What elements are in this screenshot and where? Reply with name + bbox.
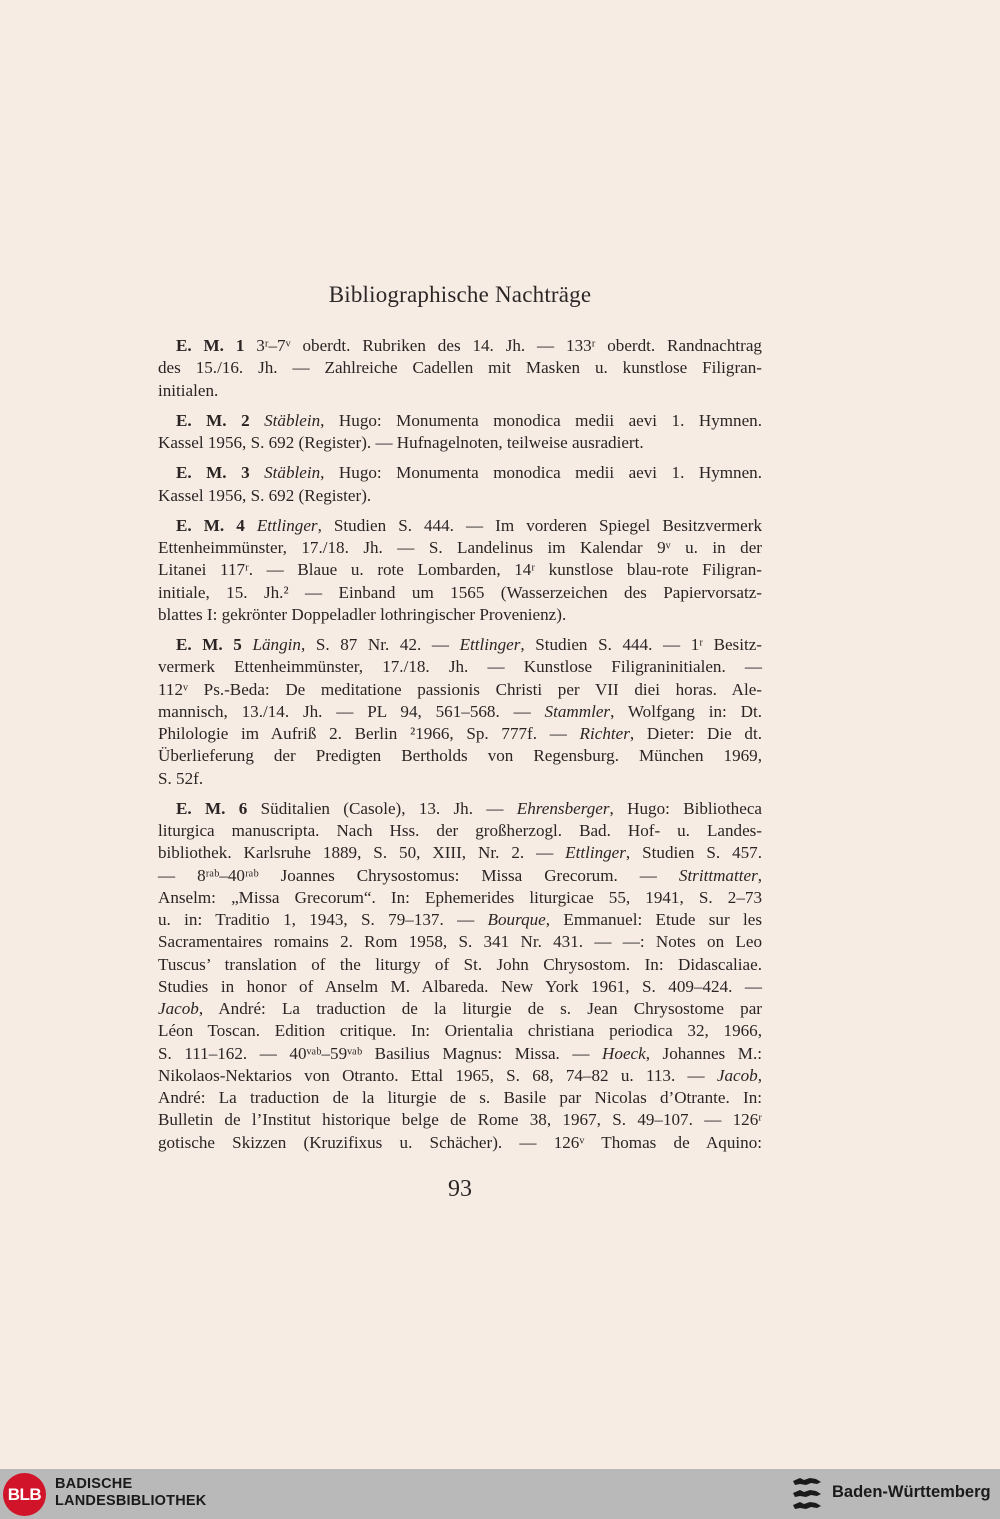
entry-line: vermerk Ettenheimmünster, 17./18. Jh. — Kunstlose Filigraninitialen. — (158, 657, 762, 677)
entry-line: Bulletin de l’Institut historique belge de Rome 38, 1967, S. 49–107. — 126ʳ (158, 1110, 762, 1130)
entry-line: Ettenheimmünster, 17./18. Jh. — S. Landelinus im Kalendar 9ᵛ u. in der (158, 538, 762, 557)
page-title: Bibliographische Nachträge (328, 282, 592, 307)
entry-line: 112ᵛ Ps.-Beda: De meditatione passionis Christi per VII diei horas. Ale- (158, 679, 762, 699)
entry-line: Litanei 117ʳ. — Blaue u. rote Lombarden, 14ʳ kunstlose blau-rote Filigran- (158, 560, 762, 580)
entry-line: André: La traduction de la liturgie de s. Basile par Nicolas d’Otrante. In: (158, 1088, 762, 1107)
entry-line: Jacob, André: La traduction de la liturgie de s. Jean Chrysostome par (158, 999, 762, 1018)
entry-line: E. M. 3 Stäblein, Hugo: Monumenta monodica medii aevi 1. Hymnen. (176, 463, 762, 483)
entry-signature: E. M. 4 (176, 515, 245, 535)
entry-line: Philologie im Aufriß 2. Berlin ²1966, Sp. 777f. — Richter, Dieter: Die dt. (158, 724, 762, 743)
entry-em2 (158, 410, 762, 455)
entry-em5 (158, 634, 762, 790)
entry-em3 (158, 462, 762, 507)
entry-signature: E. M. 3 (176, 463, 250, 483)
entry-line: u. in: Traditio 1, 1943, S. 79–137. — Bourque, Emmanuel: Etude sur les (158, 910, 762, 929)
entry-line: bibliothek. Karlsruhe 1889, S. 50, XIII, Nr. 2. — Ettlinger, Studien S. 457. (158, 843, 762, 863)
blb-logo-icon[interactable]: BLB (3, 1473, 46, 1516)
entry-signature: E. M. 1 (176, 336, 245, 355)
entry-line: E. M. 2 Stäblein, Hugo: Monumenta monodica medii aevi 1. Hymnen. (176, 410, 762, 430)
entry-line: initialen. (158, 380, 219, 400)
entry-line: E. M. 1 3ʳ–7ᵛ oberdt. Rubriken des 14. Jh. — 133ʳ oberdt. Randnachtrag (176, 336, 762, 355)
entry-line: S. 111–162. — 40ᵛᵃᵇ–59ᵛᵃᵇ Basilius Magnus: Missa. — Hoeck, Johannes M.: (158, 1043, 762, 1063)
entry-line: gotische Skizzen (Kruzifixus u. Schächer). — 126ᵛ Thomas de Aquino: (158, 1132, 762, 1152)
blb-name-line1: BADISCHE (55, 1476, 133, 1492)
entry-line: — 8ʳᵃᵇ–40ʳᵃᵇ Joannes Chrysostomus: Missa Grecorum. — Strittmatter, (158, 865, 762, 885)
baden-wuerttemberg-lions-icon[interactable] (790, 1475, 824, 1513)
entry-line: Überlieferung der Predigten Bertholds von Regensburg. München 1969, (158, 746, 762, 766)
entry-line: E. M. 5 Längin, S. 87 Nr. 42. — Ettlinger, Studien S. 444. — 1ʳ Besitz- (176, 635, 762, 654)
entry-line: liturgica manuscripta. Nach Hss. der großherzogl. Bad. Hof- u. Landes- (158, 821, 762, 840)
entry-line: Léon Toscan. Edition critique. In: Orientalia christiana periodica 32, 1966, (158, 1021, 762, 1041)
entry-line: E. M. 6 Süditalien (Casole), 13. Jh. — Ehrensberger, Hugo: Bibliotheca (176, 798, 762, 818)
entry-signature: E. M. 5 (176, 635, 242, 654)
blb-library-name[interactable] (55, 1476, 206, 1510)
entries-block (158, 335, 762, 1162)
entry-em1 (158, 335, 762, 402)
entry-line: blattes I: gekrönter Doppeladler lothringischer Provenienz). (158, 604, 567, 624)
entry-line: initiale, 15. Jh.² — Einband um 1565 (Wasserzeichen des Papiervorsatz- (158, 582, 762, 602)
blb-name-line2: LANDESBIBLIOTHEK (55, 1493, 207, 1509)
entry-line: Tuscus’ translation of the liturgy of St. John Chrysostom. In: Didascaliae. (158, 954, 762, 974)
entry-line: S. 52f. (158, 768, 204, 788)
entry-line: Nikolaos-Nektarios von Otranto. Ettal 1965, S. 68, 74–82 u. 113. — Jacob, (158, 1065, 762, 1085)
entry-em6 (158, 798, 762, 1154)
entry-line: Anselm: „Missa Grecorum“. In: Ephemerides liturgicae 55, 1941, S. 2–73 (158, 887, 762, 907)
state-name[interactable]: Baden-Württemberg (832, 1483, 991, 1501)
entry-line: Sacramentaires romains 2. Rom 1958, S. 341 Nr. 431. — —: Notes on Leo (158, 932, 762, 952)
entry-line: Kassel 1956, S. 692 (Register). (158, 485, 372, 505)
entry-line: mannisch, 13./14. Jh. — PL 94, 561–568. — Stammler, Wolfgang in: Dt. (158, 701, 762, 721)
entry-em4 (158, 515, 762, 626)
entry-line: Kassel 1956, S. 692 (Register). — Hufnagelnoten, teilweise ausradiert. (158, 433, 644, 452)
page-number: 93 (448, 1176, 472, 1202)
entry-line: E. M. 4 Ettlinger, Studien S. 444. — Im vorderen Spiegel Besitzvermerk (176, 515, 762, 535)
entry-signature: E. M. 6 (176, 798, 248, 818)
library-footer-bar (0, 1469, 1000, 1519)
entry-line: Studies in honor of Anselm M. Albareda. New York 1961, S. 409–424. — (158, 976, 762, 996)
entry-line: des 15./16. Jh. — Zahlreiche Cadellen mit Masken u. kunstlose Filigran- (158, 358, 762, 378)
entry-signature: E. M. 2 (176, 410, 250, 430)
